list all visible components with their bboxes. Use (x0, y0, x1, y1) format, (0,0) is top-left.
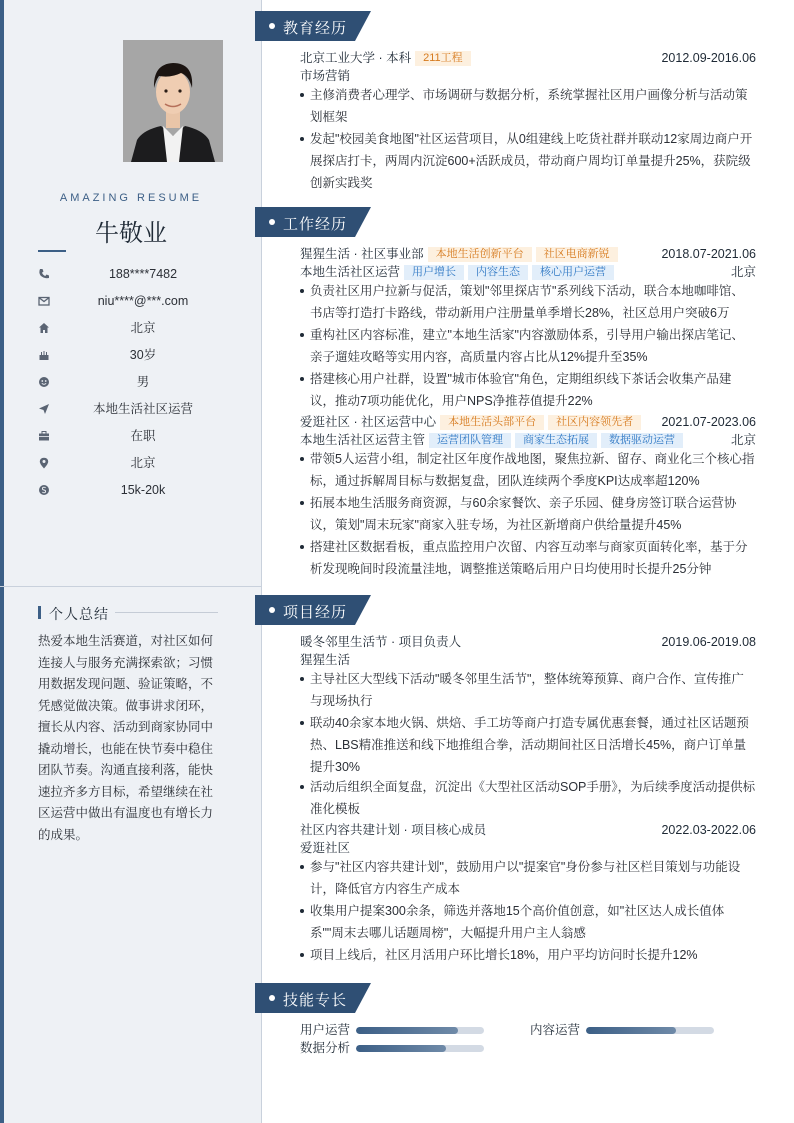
company-tag: 本地生活创新平台 (428, 247, 532, 262)
list-item: 负责社区用户拉新与促活，策划"邻里探店节"系列线下活动，联合本地咖啡馆、书店等打造打卡路线，带动新用户注册量单季增长28%，社区总用户突破6万 (300, 280, 756, 324)
project-org: 爱逛社区 (300, 841, 351, 855)
list-item: 主修消费者心理学、市场调研与数据分析，系统掌握社区用户画像分析与活动策划框架 (300, 84, 756, 128)
job-header (300, 413, 756, 431)
mail-icon (38, 295, 50, 307)
skill-item: 用户运营 (300, 1021, 490, 1039)
education-header (300, 49, 756, 67)
info-email: niu****@***.com (38, 292, 228, 310)
sidebar (0, 0, 262, 1123)
education-period: 2012.09-2016.06 (661, 51, 756, 65)
company-name: 猩猩生活 · 社区事业部 (300, 247, 424, 261)
skill-bar (586, 1027, 714, 1034)
tagline: AMAZING RESUME (59, 192, 203, 204)
project-period: 2019.06-2019.08 (661, 635, 756, 649)
job-header (300, 245, 756, 263)
send-icon (38, 403, 50, 415)
school-tag: 211工程 (415, 51, 471, 66)
job-period: 2021.07-2023.06 (661, 415, 756, 429)
list-item: 项目上线后，社区月活用户环比增长18%，用户平均访问时长提升12% (300, 944, 756, 966)
gender-icon (38, 376, 50, 388)
briefcase-icon (38, 430, 50, 442)
list-item: 搭建核心用户社群，设置"城市体验官"角色，定期组织线下茶话会收集产品建议，推动7项功能优化，用户NPS净推荐值提升22% (300, 368, 756, 412)
cake-icon (38, 349, 50, 361)
info-home: 北京 (38, 319, 228, 337)
education-major: 市场营销 (300, 69, 351, 83)
company-tag: 本地生活头部平台 (440, 415, 544, 430)
job-role (300, 431, 756, 449)
list-item: 主导社区大型线下活动"暖冬邻里生活节"，整体统筹预算、商户合作、宣传推广与现场执行 (300, 668, 756, 712)
sidebar-divider (0, 586, 262, 587)
list-item: 拓展本地生活服务商资源，与60余家餐饮、亲子乐园、健身房签订联合运营协议，策划"周末玩家"商家入驻专场，为社区新增商户供给量提升45% (300, 492, 756, 536)
accent-edge (0, 0, 4, 1123)
summary-text: 热爱本地生活赛道，对社区如何连接人与服务充满探索欲；习惯用数据发现问题、验证策略，不凭感觉做决策。做事讲求闭环，擅长从内容、活动到商家协同中撬动增长，也能在快节奏中稳住团队节奏。沟通直接利落，能快速拉齐多方目标，希望继续在社区运营中做出有温度也有增长力的成果。 (38, 634, 214, 842)
info-gender: 男 (38, 373, 228, 391)
info-status: 在职 (38, 427, 228, 445)
info-salary: 15k-20k (38, 481, 228, 499)
role-tag: 数据驱动运营 (601, 433, 683, 448)
role-name: 本地生活社区运营主管 (300, 433, 426, 447)
project-name: 暖冬邻里生活节 · 项目负责人 (300, 635, 462, 649)
skill-bar (356, 1027, 484, 1034)
job-city: 北京 (730, 433, 756, 447)
list-item: 收集用户提案300余条，筛选并落地15个高价值创意，如"社区达人成长值体系""周末去哪儿话题周榜"，大幅提升用户主人翁感 (300, 900, 756, 944)
school-name: 北京工业大学 · 本科 (300, 51, 412, 65)
list-item: 搭建社区数据看板，重点监控用户次留、内容互动率与商家页面转化率，基于分析发现晚间时段流量洼地，调整推送策略后用户日均使用时长提升25分钟 (300, 536, 756, 580)
list-item: 联动40余家本地火锅、烘焙、手工坊等商户打造专属优惠套餐，通过社区话题预热、LBS精准推送和线下地推组合拳，活动期间社区日活增长45%，商户订单量提升30% (300, 712, 756, 778)
avatar (123, 40, 223, 162)
project-org: 猩猩生活 (300, 653, 351, 667)
role-name: 本地生活社区运营 (300, 265, 401, 279)
money-icon (38, 484, 50, 496)
skill-item: 数据分析 (300, 1039, 490, 1057)
role-tag: 内容生态 (468, 265, 528, 280)
section-header-education: 教育经历 (255, 11, 371, 41)
job-city: 北京 (730, 265, 756, 279)
list-item: 重构社区内容标准，建立"本地生活家"内容激励体系，引导用户输出探店笔记、亲子遛娃攻略等实用内容，高质量内容占比从12%提升至35% (300, 324, 756, 368)
company-tag: 社区电商新锐 (536, 247, 618, 262)
section-header-skills: 技能专长 (255, 983, 371, 1013)
home-icon (38, 322, 50, 334)
location-icon (38, 457, 50, 469)
info-location: 北京 (38, 454, 228, 472)
list-item: 带领5人运营小组，制定社区年度作战地图，聚焦拉新、留存、商业化三个核心指标，通过拆解周目标与数据复盘，团队连续两个季度KPI达成率超120% (300, 448, 756, 492)
role-tag: 核心用户运营 (532, 265, 614, 280)
role-tag: 商家生态拓展 (515, 433, 597, 448)
skill-bar (356, 1045, 484, 1052)
role-tag: 运营团队管理 (429, 433, 511, 448)
company-tag: 社区内容领先者 (548, 415, 641, 430)
skill-item: 内容运营 (530, 1021, 720, 1039)
info-target-role: 本地生活社区运营 (38, 400, 228, 418)
company-name: 爱逛社区 · 社区运营中心 (300, 415, 437, 429)
list-item: 活动后组织全面复盘，沉淀出《大型社区活动SOP手册》，为后续季度活动提供标准化模板 (300, 776, 756, 820)
project-header (300, 821, 756, 839)
info-age: 30岁 (38, 346, 228, 364)
info-phone: 188****7482 (38, 265, 228, 283)
project-header (300, 633, 756, 651)
section-header-projects: 项目经历 (255, 595, 371, 625)
phone-icon (38, 268, 50, 280)
candidate-name: 牛敬业 (95, 219, 167, 247)
section-header-work: 工作经历 (255, 207, 371, 237)
job-period: 2018.07-2021.06 (661, 247, 756, 261)
list-item: 发起"校园美食地图"社区运营项目，从0组建线上吃货社群并联动12家周边商户开展探店打卡，两周内沉淀600+活跃成员，带动商户周均订单量提升25%，获院级创新实践奖 (300, 128, 756, 194)
project-name: 社区内容共建计划 · 项目核心成员 (300, 823, 487, 837)
list-item: 参与"社区内容共建计划"，鼓励用户以"提案官"身份参与社区栏目策划与功能设计，降低官方内容生产成本 (300, 856, 756, 900)
role-tag: 用户增长 (404, 265, 464, 280)
project-period: 2022.03-2022.06 (661, 823, 756, 837)
name-underline (38, 250, 66, 252)
job-role (300, 263, 756, 281)
summary-heading: 个人总结 (38, 604, 218, 620)
